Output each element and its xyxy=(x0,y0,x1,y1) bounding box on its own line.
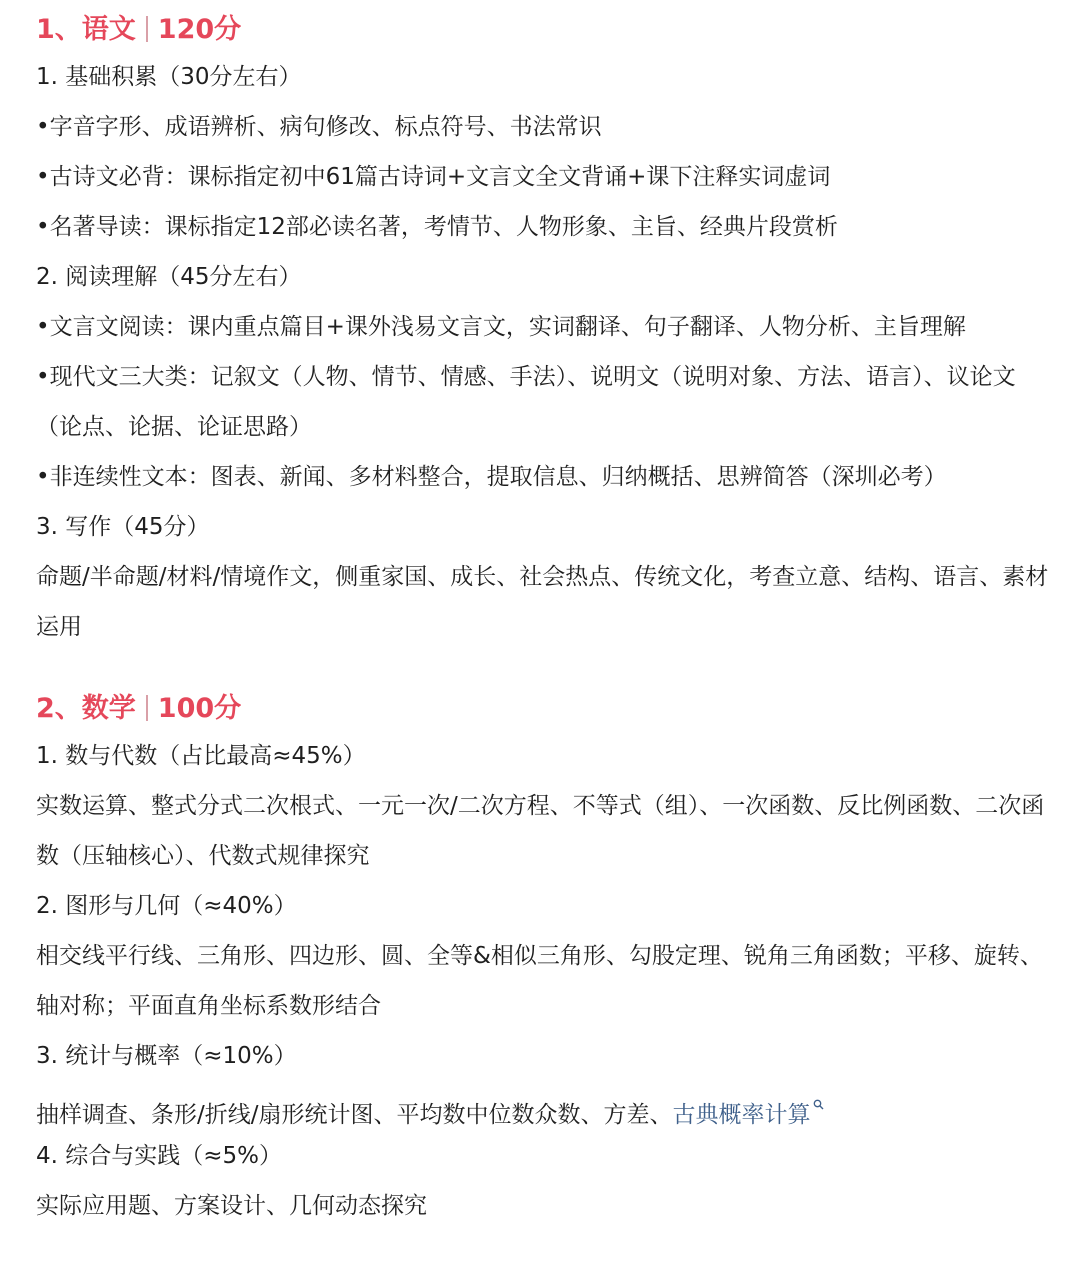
content-line: •文言文阅读：课内重点篇目+课外浅易文言文，实词翻译、句子翻译、人物分析、主旨理解 xyxy=(36,314,966,340)
content-line: •名著导读：课标指定12部必读名著，考情节、人物形象、主旨、经典片段赏析 xyxy=(36,214,838,240)
content-line: 1. 数与代数（占比最高≈45%） xyxy=(36,743,366,769)
content-line: 实数运算、整式分式二次根式、一元一次/二次方程、不等式（组）、一次函数、反比例函数、二次函数（压轴核心）、代数式规律探究 xyxy=(36,793,1045,869)
section-subject: 数学 xyxy=(81,693,136,724)
section-subject: 语文 xyxy=(81,14,136,45)
heading-separator xyxy=(146,16,148,42)
content-line: 3. 统计与概率（≈10%） xyxy=(36,1043,297,1069)
section-number: 1、 xyxy=(36,14,82,45)
heading-separator xyxy=(146,695,148,721)
section-score: 100分 xyxy=(157,693,242,724)
stats-line xyxy=(36,1081,1053,1131)
content-line: •现代文三大类：记叙文（人物、情节、情感、手法）、说明文（说明对象、方法、语言）、议论文（论点、论据、论证思路） xyxy=(36,364,1016,440)
content-line: 4. 综合与实践（≈5%） xyxy=(36,1143,283,1169)
section-number: 2、 xyxy=(36,693,82,724)
stats-line-text: 抽样调查、条形/折线/扇形统计图、平均数中位数众数、方差、 xyxy=(36,1102,673,1128)
section-heading-math xyxy=(36,687,1053,731)
content-line: 命题/半命题/材料/情境作文，侧重家国、成长、社会热点、传统文化，考查立意、结构、语言、素材运用 xyxy=(36,564,1049,640)
content-line: •字音字形、成语辨析、病句修改、标点符号、书法常识 xyxy=(36,114,602,140)
content-line: •古诗文必背：课标指定初中61篇古诗词+文言文全文背诵+课下注释实词虚词 xyxy=(36,164,831,190)
content-line: 相交线平行线、三角形、四边形、圆、全等&相似三角形、勾股定理、锐角三角函数；平移、旋转、轴对称；平面直角坐标系数形结合 xyxy=(36,943,1043,1019)
section-score: 120分 xyxy=(157,14,242,45)
section-gap xyxy=(36,652,1053,687)
content-line: 2. 阅读理解（45分左右） xyxy=(36,264,302,290)
content-line: •非连续性文本：图表、新闻、多材料整合，提取信息、归纳概括、思辨简答（深圳必考） xyxy=(36,464,947,490)
content-line: 3. 写作（45分） xyxy=(36,514,210,540)
content-line: 1. 基础积累（30分左右） xyxy=(36,64,302,90)
content-line: 实际应用题、方案设计、几何动态探究 xyxy=(36,1193,427,1219)
content-line: 2. 图形与几何（≈40%） xyxy=(36,893,297,919)
search-icon[interactable] xyxy=(813,1099,824,1113)
section-heading-chinese xyxy=(36,8,1053,52)
probability-search-link[interactable]: 古典概率计算 xyxy=(672,1102,811,1128)
